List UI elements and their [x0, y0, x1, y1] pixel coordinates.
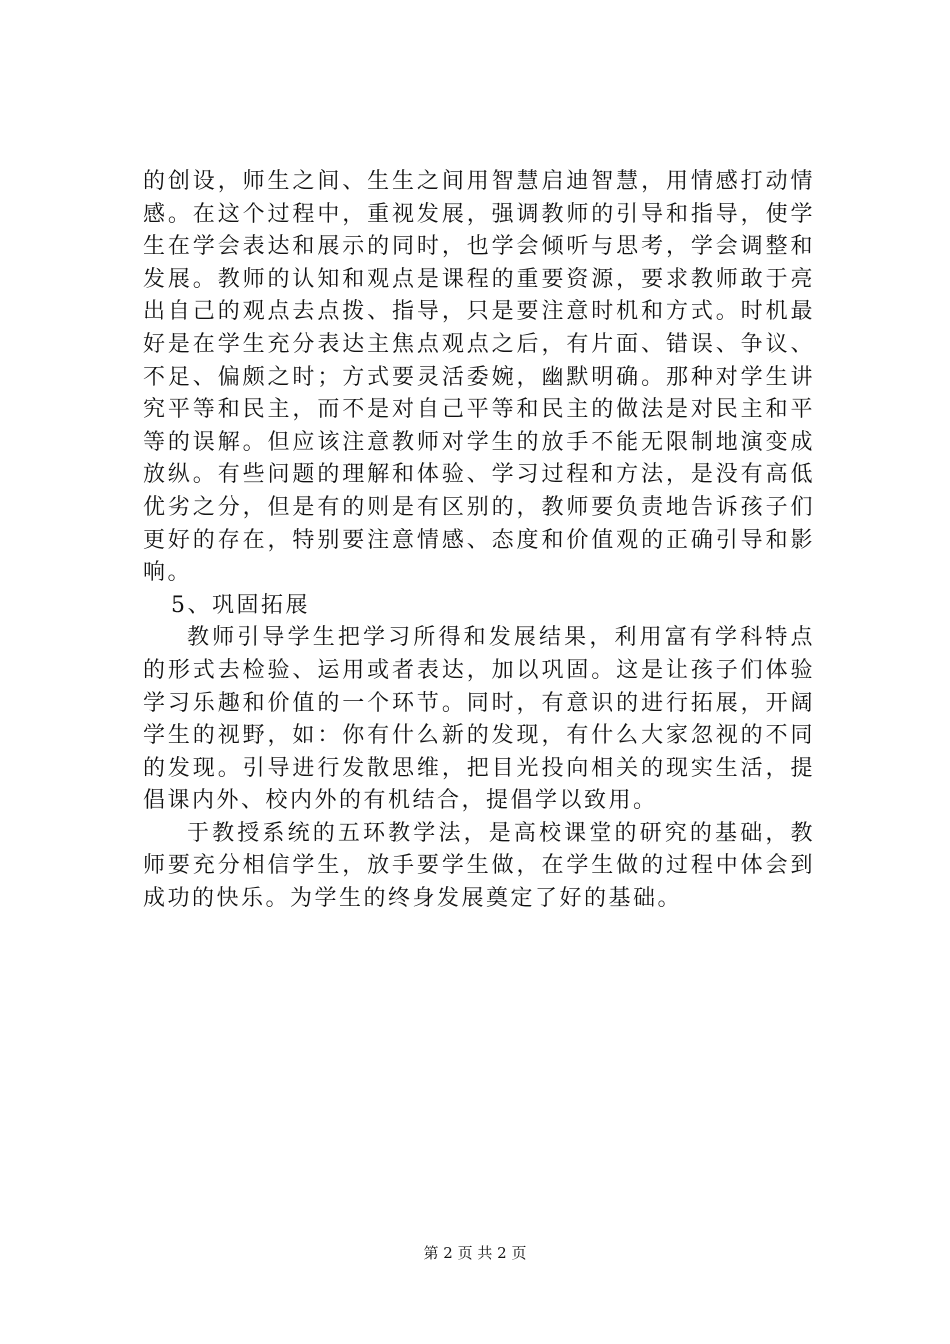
- page-number-footer: 第 2 页 共 2 页: [423, 1244, 527, 1262]
- paragraph-consolidate-expand: 教师引导学生把学习所得和发展结果，利用富有学科特点的形式去检验、运用或者表达，加以巩固。这是让孩子们体验学习乐趣和价值的一个环节。同时，有意识的进行拓展，开阔学生的视野，如：你有什么新的发现，有什么大家忽视的不同的发现。引导进行发散思维，把目光投向相关的现实生活，提倡课内外、校内外的有机结合，提倡学以致用。: [143, 625, 815, 814]
- section-heading-consolidate-expand: 5、巩固拓展: [171, 592, 310, 618]
- paragraph-conclusion: 于教授系统的五环教学法，是高校课堂的研究的基础，教师要充分相信学生，放手要学生做，在学生做的过程中体会到成功的快乐。为学生的终身发展奠定了好的基础。: [143, 820, 815, 912]
- document-body: [143, 166, 815, 916]
- paragraph-classroom-interaction: 的创设，师生之间、生生之间用智慧启迪智慧，用情感打动情感。在这个过程中，重视发展，强调教师的引导和指导，使学生在学会表达和展示的同时，也学会倾听与思考，学会调整和发展。教师的认知和观点是课程的重要资源，要求教师敢于亮出自己的观点去点拨、指导，只是要注意时机和方式。时机最好是在学生充分表达主焦点观点之后，有片面、错误、争议、不足、偏颇之时；方式要灵活委婉，幽默明确。那种对学生讲究平等和民主，而不是对自己平等和民主的做法是对民主和平等的误解。但应该注意教师对学生的放手不能无限制地演变成放纵。有些问题的理解和体验、学习过程和方法，是没有高低优劣之分，但是有的则是有区别的，教师要负责地告诉孩子们更好的存在，特别要注意情感、态度和价值观的正确引导和影响。: [143, 169, 815, 586]
